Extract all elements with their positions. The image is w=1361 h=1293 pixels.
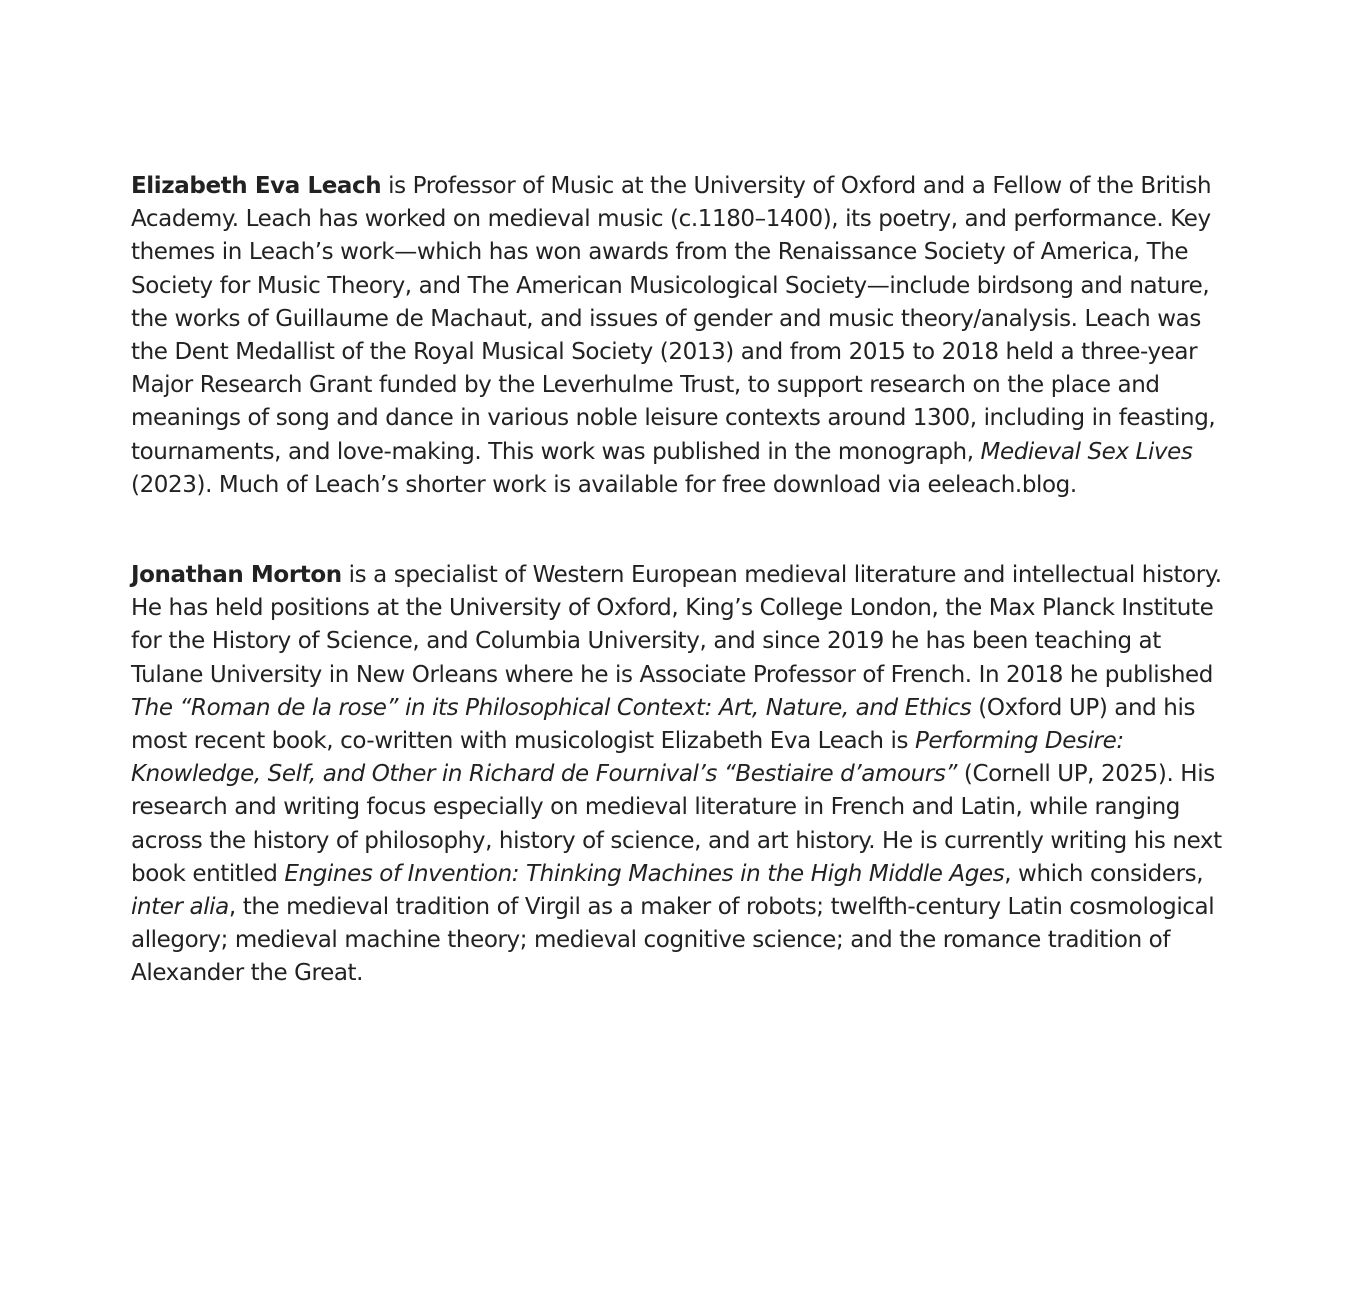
bio-elizabeth-eva-leach	[131, 170, 1231, 502]
bio-jonathan-morton	[131, 559, 1231, 991]
bio-page	[131, 170, 1231, 991]
book-title: Performing Desire: Knowledge, Self, and Other in Richard de Fournival’s “Bestiaire d’amours”	[131, 728, 1124, 788]
latin-phrase: inter alia	[131, 894, 229, 921]
bio-text: (Cornell UP, 2025). His research and writing focus especially on medieval literature in French and Latin, while ranging across the history of philosophy, history of science, and art history. He is currently writing his next book entitled	[131, 761, 1222, 887]
book-title: Engines of Invention: Thinking Machines in the High Middle Ages	[284, 860, 1005, 887]
bio-text: (Oxford UP) and his most recent book, co-written with musicologist Elizabeth Eva Leach is	[131, 694, 1196, 755]
bio-text: , the medieval tradition of Virgil as a maker of robots; twelfth-century Latin cosmological allegory; medieval machine theory; medieval cognitive science; and the romance tradition of Alexander the Great.	[131, 894, 1215, 987]
bio-text: is a specialist of Western European medieval literature and intellectual history. He has held positions at the University of Oxford, King’s College London, the Max Planck Institute for the History of Science, and Columbia University, and since 2019 he has been teaching at Tulane University in New Orleans where he is Associate Professor of French. In 2018 he published	[131, 562, 1222, 688]
book-title: The “Roman de la rose” in its Philosophical Context: Art, Nature, and Ethics	[131, 694, 972, 721]
bio-text: is Professor of Music at the University of Oxford and a Fellow of the British Academy. Leach has worked on medieval music (c.1180–1400), its poetry, and performance. Key themes in Leach’s work—which has won awards from the Renaissance Society of America, The Society for Music Theory, and The American Musicological Society—include birdsong and nature, the works of Guillaume de Machaut, and issues of gender and music theory/analysis. Leach was the Dent Medallist of the Royal Musical Society (2013) and from 2015 to 2018 held a three-year Major Research Grant funded by the Leverhulme Trust, to support research on the place and meanings of song and dance in various noble leisure contexts around 1300, including in feasting, tournaments, and love-making. This work was published in the monograph,	[131, 173, 1216, 465]
bio-text: , which considers,	[1004, 860, 1204, 887]
bio-name: Jonathan Morton	[131, 562, 342, 589]
book-title: Medieval Sex Lives	[980, 438, 1193, 465]
bio-text: (2023). Much of Leach’s shorter work is available for free download via eeleach.blog.	[131, 471, 1077, 498]
bio-name: Elizabeth Eva Leach	[131, 173, 382, 199]
